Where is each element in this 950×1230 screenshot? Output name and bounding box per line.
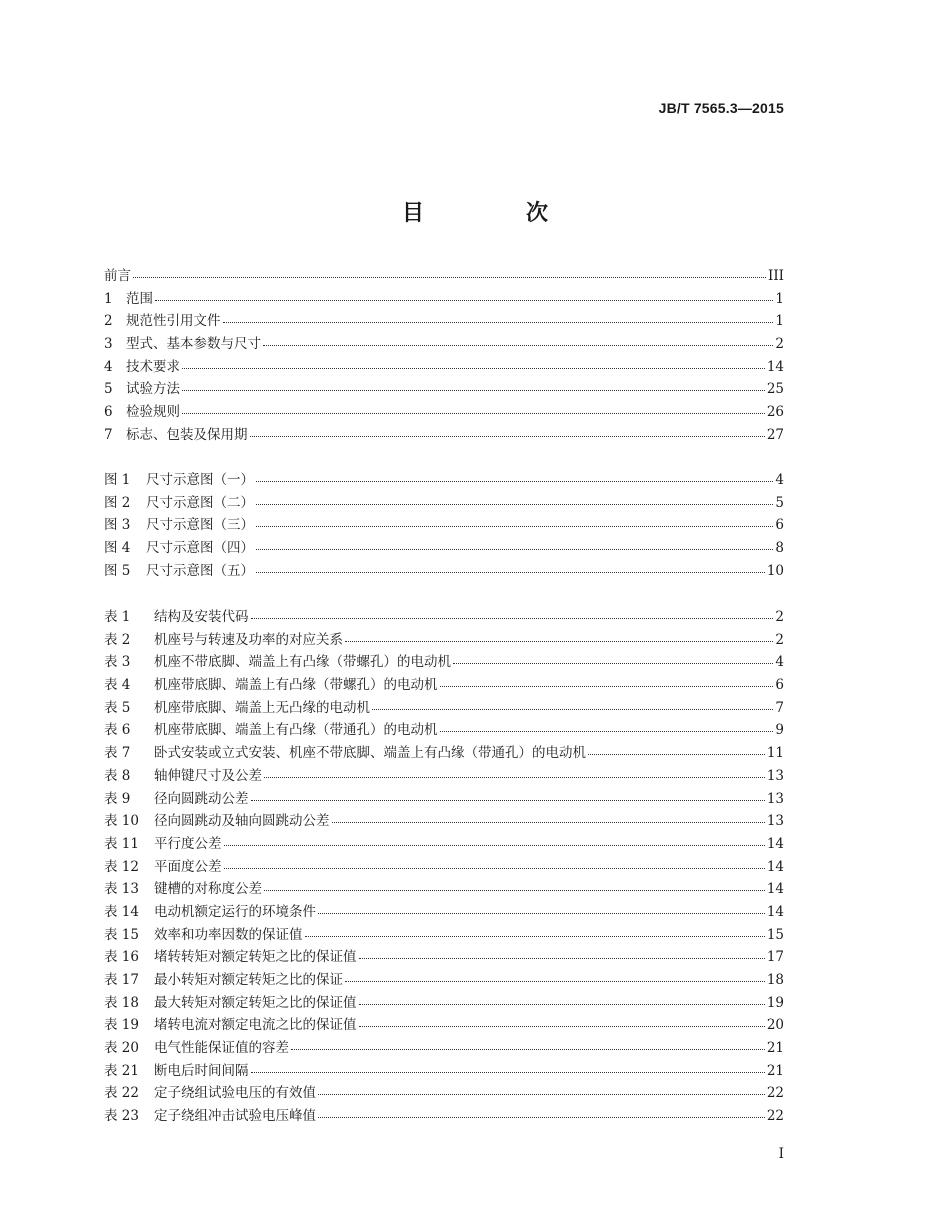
toc-entry-page: 14 [766, 903, 784, 920]
toc-figure-entry[interactable] [104, 537, 784, 560]
toc-figure-entry[interactable] [104, 514, 784, 537]
toc-entry-title: 平行度公差 [154, 835, 222, 852]
toc-entry[interactable] [104, 356, 784, 379]
dot-leader [264, 889, 765, 891]
toc-main-section [104, 265, 784, 447]
dot-leader [224, 844, 765, 846]
toc-entry-page: 1 [775, 290, 784, 307]
toc-entry-page: 22 [766, 1108, 784, 1125]
toc-entry-number: 表 9 [104, 790, 131, 807]
toc-entry-number: 表 6 [104, 722, 131, 739]
toc-entry-page: 15 [766, 926, 784, 943]
toc-entry-number: 表 3 [104, 654, 131, 671]
toc-entry-page: 14 [766, 835, 784, 852]
dot-leader [224, 867, 765, 869]
toc-entry-title: 键槽的对称度公差 [154, 881, 262, 898]
dot-leader [251, 799, 765, 801]
dot-leader [256, 480, 773, 482]
toc-title: 目 次 [401, 201, 588, 226]
toc-table-entry[interactable] [104, 1105, 784, 1128]
toc-entry-title: 技术要求 [126, 358, 180, 375]
toc-entry[interactable] [104, 333, 784, 356]
dot-leader [345, 640, 773, 642]
dot-leader [359, 957, 765, 959]
toc-entry-number: 5 [104, 381, 113, 398]
toc-entry-page: 5 [775, 494, 784, 511]
toc-figure-entry[interactable] [104, 560, 784, 583]
toc-entry-page: 21 [766, 1040, 784, 1057]
toc-entry-title: 轴伸键尺寸及公差 [154, 767, 262, 784]
toc-entry-title: 定子绕组试验电压的有效值 [154, 1085, 316, 1102]
toc-entry-title: 径向圆跳动及轴向圆跳动公差 [154, 813, 330, 830]
toc-entry-title: 电气性能保证值的容差 [154, 1040, 289, 1057]
dot-leader [318, 912, 765, 914]
toc-entry-page: 2 [775, 336, 784, 353]
toc-entry-number: 表 5 [104, 699, 131, 716]
dot-leader [264, 776, 765, 778]
toc-entry-number: 4 [104, 358, 113, 375]
toc-entry[interactable] [104, 265, 784, 288]
toc-entry-title: 电动机额定运行的环境条件 [154, 903, 316, 920]
dot-leader [305, 935, 765, 937]
dot-leader [256, 503, 773, 505]
toc-entry-page: 22 [766, 1085, 784, 1102]
toc-entry[interactable] [104, 424, 784, 447]
toc-entry[interactable] [104, 378, 784, 401]
toc-entry-number: 6 [104, 404, 113, 421]
toc-table-entry[interactable] [104, 992, 784, 1015]
toc-entry-title: 检验规则 [126, 404, 180, 421]
dot-leader [345, 980, 765, 982]
toc-table-entry[interactable] [104, 878, 784, 901]
toc-entry-page: 9 [775, 722, 784, 739]
toc-entry-page: 7 [775, 699, 784, 716]
toc-table-entry[interactable] [104, 788, 784, 811]
toc-table-entry[interactable] [104, 1082, 784, 1105]
toc-entry-number: 表 13 [104, 881, 139, 898]
toc-entry-title: 卧式安装或立式安装、机座不带底脚、端盖上有凸缘（带通孔）的电动机 [154, 745, 586, 762]
toc-entry-page: 20 [766, 1017, 784, 1034]
toc-entry[interactable] [104, 288, 784, 311]
toc-table-entry[interactable] [104, 1014, 784, 1037]
toc-entry-number: 表 21 [104, 1062, 139, 1079]
toc-entry-title: 前言 [104, 268, 131, 284]
toc-entry-number: 图 4 [104, 540, 131, 557]
toc-entry-number: 3 [104, 336, 113, 353]
toc-table-entry[interactable] [104, 697, 784, 720]
toc-figure-entry[interactable] [104, 492, 784, 515]
toc-entry-title: 试验方法 [126, 381, 180, 398]
toc-table-entry[interactable] [104, 969, 784, 992]
toc-entry-title: 机座号与转速及功率的对应关系 [154, 631, 343, 648]
toc-entry-number: 表 18 [104, 994, 139, 1011]
dot-leader [263, 344, 773, 346]
dot-leader [332, 821, 765, 823]
toc-entry-title: 径向圆跳动公差 [154, 790, 249, 807]
toc-entry-title: 结构及安装代码 [154, 609, 249, 625]
toc-entry-title: 范围 [126, 290, 153, 307]
toc-entry-title: 定子绕组冲击试验电压峰值 [154, 1108, 316, 1125]
toc-entry-page: 8 [775, 540, 784, 557]
toc-entry-number: 表 12 [104, 858, 139, 875]
dot-leader [155, 299, 773, 301]
toc-entry-number: 图 5 [104, 562, 131, 579]
toc-entry-page: 2 [775, 631, 784, 648]
toc-table-entry[interactable] [104, 946, 784, 969]
toc-entry-title: 型式、基本参数与尺寸 [126, 336, 261, 353]
toc-entry-number: 表 23 [104, 1108, 139, 1125]
toc-entry-number: 表 22 [104, 1085, 139, 1102]
toc-entry-page: 27 [766, 426, 784, 443]
toc-entry-number: 表 16 [104, 949, 139, 966]
dot-leader [359, 1025, 765, 1027]
toc-entry-number: 表 7 [104, 745, 131, 762]
dot-leader [440, 730, 774, 732]
toc-entry-number: 图 2 [104, 494, 131, 511]
toc-entry-title: 机座带底脚、端盖上无凸缘的电动机 [154, 699, 370, 716]
toc-entry-page: 6 [775, 517, 784, 534]
toc-entry-page: 4 [775, 654, 784, 671]
toc-entry-number: 表 8 [104, 767, 131, 784]
toc-entry-page: 1 [775, 313, 784, 330]
toc-entry-title: 标志、包装及保用期 [126, 426, 248, 443]
toc-table-entry[interactable] [104, 1037, 784, 1060]
toc-entry-page: 10 [766, 562, 784, 579]
toc-entry-page: 14 [766, 858, 784, 875]
toc-entry-page: 14 [766, 358, 784, 375]
toc-entry-page: 13 [766, 790, 784, 807]
toc-entry-title: 堵转电流对额定电流之比的保证值 [154, 1017, 357, 1034]
dot-leader [588, 753, 765, 755]
dot-leader [318, 1116, 765, 1118]
toc-table-entry[interactable] [104, 742, 784, 765]
toc-entry-page: 4 [775, 472, 784, 488]
toc-entry-number: 表 10 [104, 813, 139, 830]
toc-entry-page: III [768, 268, 784, 284]
toc-table-entry[interactable] [104, 674, 784, 697]
dot-leader [359, 1003, 765, 1005]
toc-entry-page: 13 [766, 767, 784, 784]
toc-entry-number: 1 [104, 290, 113, 307]
toc-table-entry[interactable] [104, 833, 784, 856]
toc-entry-title: 平面度公差 [154, 858, 222, 875]
toc-entry-number: 表 14 [104, 903, 139, 920]
toc-entry-title: 效率和功率因数的保证值 [154, 926, 303, 943]
toc-entry-page: 26 [766, 404, 784, 421]
toc-entry-page: 25 [766, 381, 784, 398]
page-number: I [778, 1146, 784, 1162]
toc-table-entry[interactable] [104, 924, 784, 947]
toc-entry-title: 尺寸示意图（二） [146, 494, 254, 511]
dot-leader [133, 276, 766, 278]
toc-entry-title: 尺寸示意图（一） [146, 472, 254, 488]
toc-entry-number: 表 11 [104, 835, 139, 852]
toc-table-entry[interactable] [104, 606, 784, 629]
toc-table-entry[interactable] [104, 651, 784, 674]
dot-leader [250, 435, 765, 437]
toc-entry-number: 2 [104, 313, 113, 330]
toc-entry-page: 19 [766, 994, 784, 1011]
toc-table-entry[interactable] [104, 856, 784, 879]
toc-entry-number: 表 19 [104, 1017, 139, 1034]
toc-entry-number: 表 2 [104, 631, 131, 648]
toc-table-entry[interactable] [104, 810, 784, 833]
toc-entry-page: 14 [766, 881, 784, 898]
toc-entry-page: 13 [766, 813, 784, 830]
toc-entry[interactable] [104, 310, 784, 333]
dot-leader [256, 571, 765, 573]
toc-entry-number: 图 3 [104, 517, 131, 534]
dot-leader [256, 525, 773, 527]
toc-entry-number: 表 15 [104, 926, 139, 943]
toc-entry-title: 最大转矩对额定转矩之比的保证值 [154, 994, 357, 1011]
dot-leader [251, 1071, 765, 1073]
dot-leader [372, 708, 773, 710]
toc-entry-number: 表 20 [104, 1040, 139, 1057]
toc-entry-number: 表 1 [104, 609, 131, 625]
toc-table-section [104, 606, 784, 1128]
dot-leader [256, 548, 773, 550]
dot-leader [440, 685, 774, 687]
toc-entry-page: 21 [766, 1062, 784, 1079]
toc-entry-title: 尺寸示意图（五） [146, 562, 254, 579]
toc-figure-section [104, 469, 784, 582]
toc-entry-title: 尺寸示意图（四） [146, 540, 254, 557]
dot-leader [251, 617, 774, 619]
toc-entry-number: 表 4 [104, 677, 131, 694]
toc-table-entry[interactable] [104, 765, 784, 788]
toc-figure-entry[interactable] [104, 469, 784, 492]
toc-entry-number: 表 17 [104, 972, 139, 988]
toc-entry-title: 机座带底脚、端盖上有凸缘（带螺孔）的电动机 [154, 677, 438, 694]
dot-leader [182, 389, 765, 391]
toc-entry-title: 堵转转矩对额定转矩之比的保证值 [154, 949, 357, 966]
dot-leader [182, 367, 765, 369]
toc-entry-title: 尺寸示意图（三） [146, 517, 254, 534]
dot-leader [291, 1048, 765, 1050]
toc-entry-page: 6 [775, 677, 784, 694]
toc-entry-title: 规范性引用文件 [126, 313, 221, 330]
standard-code: JB/T 7565.3—2015 [658, 100, 784, 116]
toc-entry-number: 7 [104, 426, 113, 443]
toc-table-entry[interactable] [104, 1060, 784, 1083]
toc-entry-title: 断电后时间间隔 [154, 1062, 249, 1079]
toc-entry-number: 图 1 [104, 472, 131, 488]
toc-entry-page: 2 [775, 609, 784, 625]
toc-table-entry[interactable] [104, 901, 784, 924]
toc-entry-title: 机座不带底脚、端盖上有凸缘（带螺孔）的电动机 [154, 654, 451, 671]
toc-entry-page: 18 [766, 972, 784, 988]
toc-entry-page: 11 [766, 745, 784, 762]
dot-leader [453, 662, 773, 664]
toc-table-entry[interactable] [104, 629, 784, 652]
dot-leader [182, 412, 765, 414]
toc-entry-title: 机座带底脚、端盖上有凸缘（带通孔）的电动机 [154, 722, 438, 739]
toc-entry-title: 最小转矩对额定转矩之比的保证 [154, 972, 343, 988]
toc-table-entry[interactable] [104, 719, 784, 742]
dot-leader [318, 1093, 765, 1095]
toc-entry-page: 17 [766, 949, 784, 966]
toc-entry[interactable] [104, 401, 784, 424]
dot-leader [223, 321, 774, 323]
